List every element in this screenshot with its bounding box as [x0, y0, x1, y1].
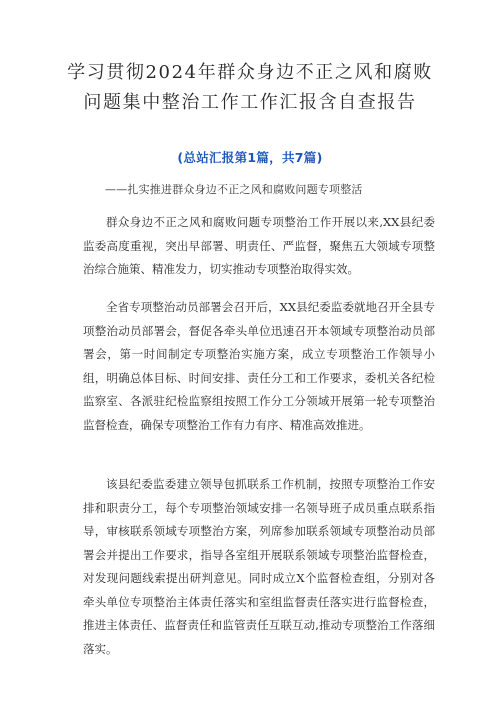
document-tagline: ——扎实推进群众身边不正之风和腐败问题专项整活	[105, 183, 363, 196]
document-title	[40, 58, 460, 118]
title-line-2: 问题集中整治工作工作汇报含自查报告	[83, 92, 417, 113]
title-line-1: 学习贯彻2024年群众身边不正之风和腐败	[67, 62, 433, 83]
document-subtitle: (总站汇报第1篇，共7篇)	[177, 150, 323, 165]
body-paragraph-3: 该县纪委监委建立领导包抓联系工作机制，按照专项整治工作安排和职责分工，每个专项整治领域安排一名领导班子成员重点联系指导，审核联系领域专项整治方案，列席参加联系领域专项整治动员部署会并提出工作要求，指导各室组开展联系领域专项整治监督检查，对发现问题线索提出研判意见。同时成立X个监督检查组，分别对各牵头单位专项整治主体责任落实和室组监督责任落实进行监督检查，推进主体责任、监督责任和监管责任互联互动,推动专项整治工作落细落实。	[83, 477, 435, 656]
body-paragraph-2: 全省专项整治动员部署会召开后，XX县纪委监委就地召开全县专项整治动员部署会，督促各牵头单位迅速召开本领域专项整治动员部署会，第一时间制定专项整治实施方案，成立专项整治工作领导小组，明确总体目标、时间安排、责任分工和工作要求，委机关各纪检监察室、各派驻纪检监察组按照工作分工分领域开展第一轮专项整治监督检查，确保专项整治工作有力有序、精准高效推进。	[83, 300, 435, 432]
body-paragraph-1: 群众身边不正之风和腐败问题专项整治工作开展以来,XX县纪委监委高度重视，突出早部署、明责任、严监督，聚焦五大领域专项整治综合施策、精准发力，切实推动专项整治取得实效。	[83, 215, 435, 276]
